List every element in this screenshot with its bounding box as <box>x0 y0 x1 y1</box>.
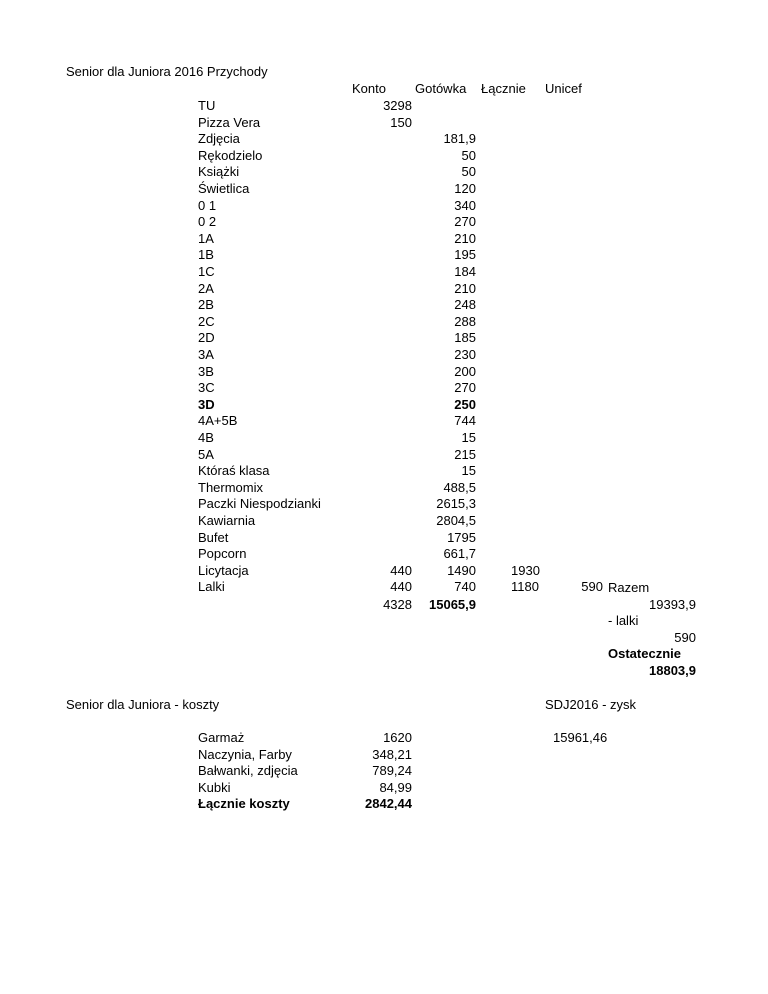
razem-value: 19393,9 <box>649 597 696 612</box>
row-label: Świetlica <box>198 181 250 196</box>
row-konto: 440 <box>390 563 412 578</box>
cost-label: Naczynia, Farby <box>198 747 292 762</box>
total-gotowka: 15065,9 <box>429 597 476 612</box>
row-gotowka: 1795 <box>447 530 476 545</box>
cost-label: Bałwanki, zdjęcia <box>198 763 298 778</box>
row-lacznie: 1930 <box>511 563 540 578</box>
row-label: 4A+5B <box>198 413 238 428</box>
ostatecznie-value: 18803,9 <box>649 663 696 678</box>
razem-label: Razem <box>608 580 650 595</box>
row-label: 3C <box>198 380 215 395</box>
row-gotowka: 250 <box>454 397 476 412</box>
row-label: 0 2 <box>198 214 217 229</box>
cost-value: 84,99 <box>379 780 412 795</box>
cost-value: 348,21 <box>372 747 412 762</box>
income-title: Senior dla Juniora 2016 Przychody <box>66 64 268 79</box>
row-gotowka: 270 <box>454 214 476 229</box>
row-gotowka: 181,9 <box>443 131 476 146</box>
row-label: 2D <box>198 330 215 345</box>
row-gotowka: 1490 <box>447 563 476 578</box>
row-gotowka: 744 <box>454 413 476 428</box>
row-gotowka: 230 <box>454 347 476 362</box>
cost-label: Garmaż <box>198 730 245 745</box>
lalki-label: - lalki <box>608 613 639 628</box>
row-label: Któraś klasa <box>198 463 270 478</box>
row-label: TU <box>198 98 216 113</box>
cost-value: 1620 <box>383 730 412 745</box>
total-konto: 4328 <box>383 597 412 612</box>
row-unicef: 590 <box>581 579 603 594</box>
row-gotowka: 184 <box>454 264 476 279</box>
row-label: 3B <box>198 364 214 379</box>
row-label: Bufet <box>198 530 229 545</box>
row-gotowka: 15 <box>461 463 476 478</box>
row-label: 1A <box>198 231 214 246</box>
row-label: 2A <box>198 281 214 296</box>
cost-label: Kubki <box>198 780 231 795</box>
row-gotowka: 2615,3 <box>436 496 476 511</box>
row-label: 4B <box>198 430 214 445</box>
row-label: 2B <box>198 297 214 312</box>
ostatecznie-label: Ostatecznie <box>608 646 681 661</box>
row-gotowka: 288 <box>454 314 476 329</box>
row-label: Popcorn <box>198 546 247 561</box>
row-label: Zdjęcia <box>198 131 240 146</box>
row-label: 5A <box>198 447 214 462</box>
header-konto: Konto <box>352 81 386 96</box>
row-label: Kawiarnia <box>198 513 256 528</box>
lalki-value: 590 <box>674 630 696 645</box>
costs-total-value: 2842,44 <box>365 796 412 811</box>
row-gotowka: 248 <box>454 297 476 312</box>
row-label: 2C <box>198 314 215 329</box>
row-label: 1B <box>198 247 214 262</box>
row-gotowka: 15 <box>461 430 476 445</box>
row-label: Thermomix <box>198 480 264 495</box>
row-gotowka: 50 <box>461 148 476 163</box>
row-label: Pizza Vera <box>198 115 261 130</box>
header-gotowka: Gotówka <box>415 81 467 96</box>
row-konto: 150 <box>390 115 412 130</box>
row-label: Rękodzielo <box>198 148 263 163</box>
row-gotowka: 270 <box>454 380 476 395</box>
costs-total-label: Łącznie koszty <box>198 796 290 811</box>
row-gotowka: 215 <box>454 447 476 462</box>
row-gotowka: 185 <box>454 330 476 345</box>
row-konto: 440 <box>390 579 412 594</box>
row-gotowka: 661,7 <box>443 546 476 561</box>
row-gotowka: 2804,5 <box>436 513 476 528</box>
row-gotowka: 200 <box>454 364 476 379</box>
cost-value: 789,24 <box>372 763 412 778</box>
row-gotowka: 488,5 <box>443 480 476 495</box>
row-label: Paczki Niespodzianki <box>198 496 321 511</box>
row-label: 1C <box>198 264 215 279</box>
row-gotowka: 340 <box>454 198 476 213</box>
profit-title: SDJ2016 - zysk <box>545 697 637 712</box>
row-gotowka: 210 <box>454 231 476 246</box>
row-gotowka: 740 <box>454 579 476 594</box>
row-label: 0 1 <box>198 198 217 213</box>
row-label: 3D <box>198 397 215 412</box>
row-lacznie: 1180 <box>511 579 539 594</box>
row-konto: 3298 <box>383 98 412 113</box>
header-unicef: Unicef <box>545 81 582 96</box>
row-label: Lalki <box>198 579 225 594</box>
row-label: Książki <box>198 164 240 179</box>
profit-value: 15961,46 <box>553 730 608 745</box>
row-gotowka: 50 <box>461 164 476 179</box>
row-gotowka: 210 <box>454 281 476 296</box>
row-label: 3A <box>198 347 214 362</box>
row-label: Licytacja <box>198 563 249 578</box>
row-gotowka: 195 <box>454 247 476 262</box>
header-lacznie: Łącznie <box>481 81 526 96</box>
costs-title: Senior dla Juniora - koszty <box>66 697 220 712</box>
row-gotowka: 120 <box>454 181 476 196</box>
